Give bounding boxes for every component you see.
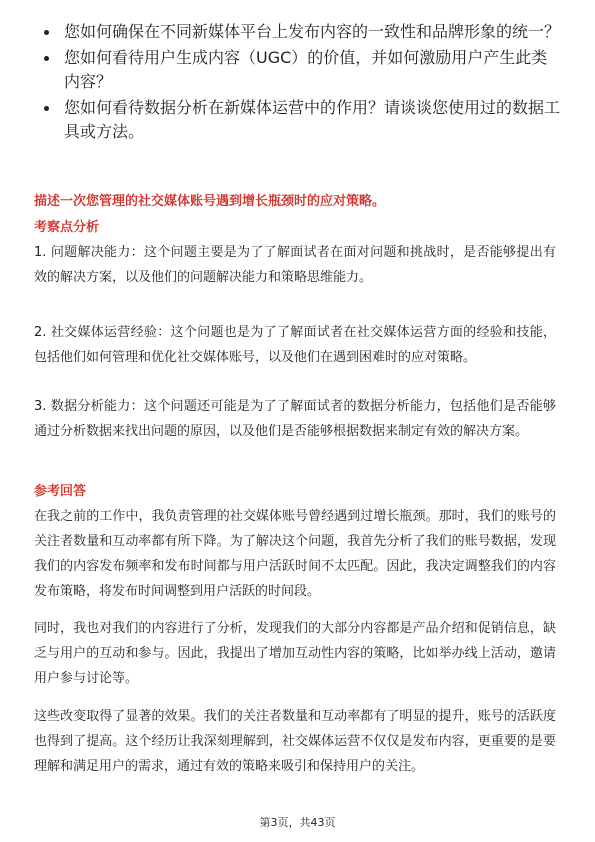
answer-paragraph: 这些改变取得了显著的效果。我们的关注者数量和互动率都有了明显的提升，账号的活跃度也得到了提高。这个经历让我深刻理解到，社交媒体运营不仅仅是发布内容，更重要的是要理解和满足用户的需求，通过有效的策略来吸引和保持用户的关注。	[34, 709, 556, 774]
bullet-text: 您如何确保在不同新媒体平台上发布内容的一致性和品牌形象的统一？	[64, 22, 561, 41]
page-number-footer: 第3页，共43页	[259, 816, 336, 829]
analysis-heading: 考察点分析	[34, 220, 100, 235]
question-bullet-list	[40, 20, 560, 146]
analysis-point: 1. 问题解决能力：这个问题主要是为了了解面试者在面对问题和挑战时，是否能够提出有效的解决方案，以及他们的问题解决能力和策略思维能力。	[34, 245, 556, 285]
bullet-text: 您如何看待用户生成内容（UGC）的价值，并如何激励用户产生此类内容？	[64, 48, 548, 91]
answer-heading: 参考回答	[34, 484, 87, 499]
bullet-text: 您如何看待数据分析在新媒体运营中的作用？请谈谈您使用过的数据工具或方法。	[64, 98, 561, 141]
bullet-dot-icon	[44, 30, 49, 35]
question-heading: 描述一次您管理的社交媒体账号遇到增长瓶颈时的应对策略。	[34, 194, 386, 209]
answer-paragraph: 在我之前的工作中，我负责管理的社交媒体账号曾经遇到过增长瓶颈。那时，我们的账号的关注者数量和互动率都有所下降。为了解决这个问题，我首先分析了我们的账号数据，发现我们的内容发布频率和发布时间都与用户活跃时间不太匹配。因此，我决定调整我们的内容发布策略，将发布时间调整到用户活跃的时间段。	[34, 509, 556, 599]
answer-paragraph: 同时，我也对我们的内容进行了分析，发现我们的大部分内容都是产品介绍和促销信息，缺乏与用户的互动和参与。因此，我提出了增加互动性内容的策略，比如举办线上活动，邀请用户参与讨论等。	[34, 621, 556, 686]
bullet-item	[40, 20, 560, 44]
bullet-item	[40, 46, 560, 94]
bullet-dot-icon	[44, 106, 49, 111]
analysis-point: 2. 社交媒体运营经验：这个问题也是为了了解面试者在社交媒体运营方面的经验和技能，包括他们如何管理和优化社交媒体账号，以及他们在遇到困难时的应对策略。	[34, 325, 556, 365]
bullet-item	[40, 96, 560, 144]
analysis-point: 3. 数据分析能力：这个问题还可能是为了了解面试者的数据分析能力，包括他们是否能够通过分析数据来找出问题的原因，以及他们是否能够根据数据来制定有效的解决方案。	[34, 399, 556, 439]
bullet-dot-icon	[44, 56, 49, 61]
